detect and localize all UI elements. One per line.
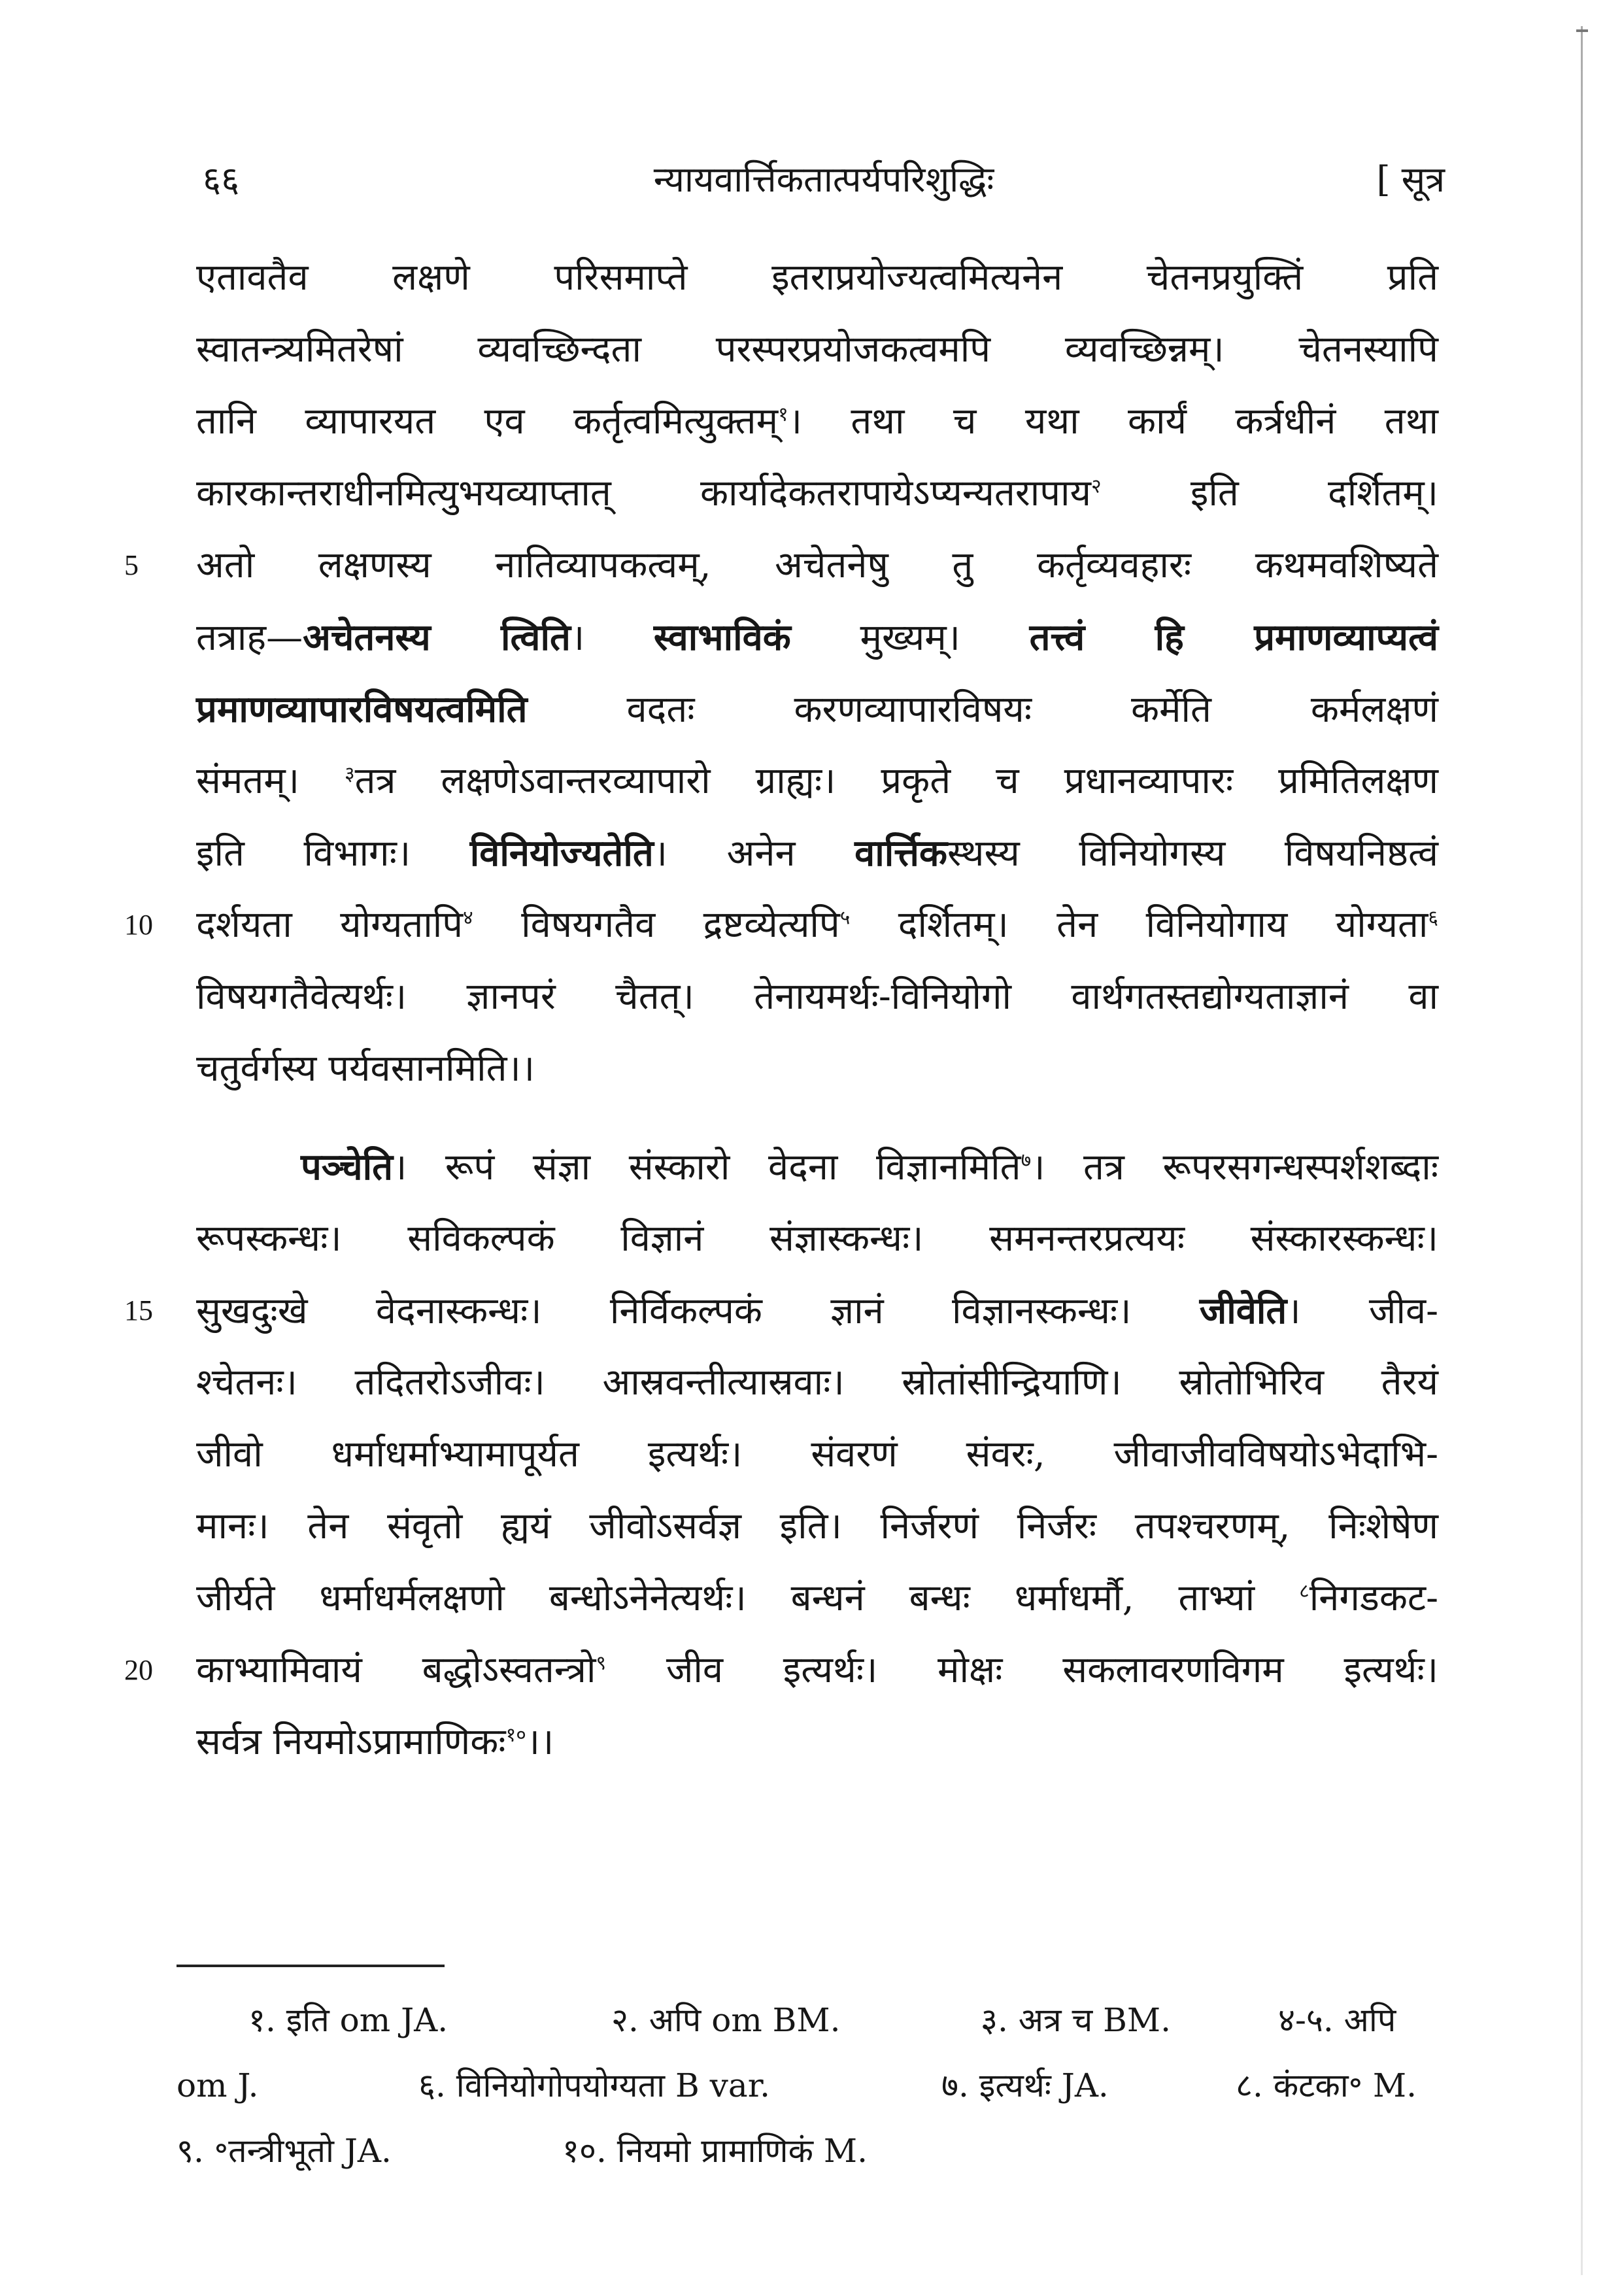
text-segment: वदतः करणव्यापारविषयः कर्मेति कर्मलक्षणं [527,688,1438,731]
bold-term: पञ्चेति [301,1145,394,1189]
footnote-marker: ७ [1021,1149,1032,1172]
text-segment: एतावतैव लक्षणे परिसमाप्ते इतराप्रयोज्यत्वमित्यनेन चेतनप्रयुक्तिं प्रति [196,256,1438,299]
text-segment: कारकान्तराधीनमित्युभयव्याप्तात् कार्यादेकतरापायेऽप्यन्यतरापाय [196,472,1092,515]
text-segment: स्वातन्त्र्यमितरेषां व्यवच्छिन्दता परस्परप्रयोजकत्वमपि व्यवच्छिन्नम्। चेतनस्यापि [196,328,1438,371]
running-header [203,147,1445,206]
text-line [196,1491,1438,1562]
bold-term: विनियोज्यतेति [469,832,654,875]
text-line [196,1706,1438,1778]
text-segment: मुख्यम्। [790,616,1030,659]
text-segment: अतो लक्षणस्य नातिव्यापकत्वम्, अचेतनेषु तु कर्तृव्यवहारः कथमवशिष्यते [196,544,1438,586]
footnote: १०. नियमो प्रामाणिकं M. [562,2132,868,2170]
footnote-rule [177,1965,445,1967]
text-line [196,242,1438,314]
text-segment: दर्शितम्। तेन विनियोगाय योग्यता [850,903,1428,946]
text-segment: जीवो धर्माधर्माभ्यामापूर्यत इत्यर्थः। संवरणं संवरः, जीवाजीवविषयोऽभेदाभि- [196,1433,1438,1476]
line-number: 10 [124,909,153,941]
text-segment: विषयगतैवेत्यर्थः। ज्ञानपरं चैतत्। तेनायमर्थः-विनियोगो वार्थगतस्तद्योग्यताज्ञानं वा [196,975,1438,1018]
footnote-marker: १० [505,1723,526,1747]
text-segment: ।। [526,1721,554,1763]
main-text [124,242,1439,1778]
text-line [196,1131,1438,1203]
footnote: om J. [177,2067,259,2104]
bold-term: स्वाभाविकं [653,616,791,659]
bold-term: वार्त्तिक [854,832,948,875]
scan-tick [1576,29,1588,32]
text-segment: श्चेतनः। तदितरोऽजीवः। आस्रवन्तीत्यास्रवाः। स्रोतांसीन्द्रियाणि। स्रोतोभिरिव तैरयं [196,1361,1438,1404]
footnote: ६. विनियोगोपयोग्यता B var. [418,2067,771,2104]
text-line [196,601,1438,673]
footnote-marker: १ [778,403,788,426]
text-segment: स्थस्य विनियोगस्य विषयनिष्ठत्वं [947,832,1438,875]
line-number: 5 [124,549,139,581]
text-segment: जीव इत्यर्थः। मोक्षः सकलावरणविगम इत्यर्थः। [606,1649,1438,1691]
footnote-marker: ६ [1428,906,1438,930]
text-line [196,1347,1438,1419]
footnote-row [177,1987,1451,2053]
page-number: ६६ [203,159,240,200]
text-line [196,1419,1438,1491]
text-segment: । रूपं संज्ञा संस्कारो वेदना विज्ञानमिति [393,1146,1021,1189]
line-number: 20 [124,1654,153,1686]
footnote: ३. अत्र च BM. [981,2001,1171,2039]
line-number: 15 [124,1294,153,1326]
footnote-marker: २ [1091,475,1102,498]
footnote-marker: ३ [344,762,355,786]
text-segment: । तथा च यथा कार्यं कर्त्रधीनं तथा [788,400,1438,443]
text-line [196,745,1438,817]
bold-term: जीवेति [1199,1289,1287,1332]
footnote-marker: ९ [596,1651,607,1675]
footnote: १. इति om JA. [248,2001,448,2039]
text-segment: तत्र लक्षणेऽवान्तरव्यापारो ग्राह्यः। प्रकृते च प्रधानव्यापारः प्रमितिलक्षण [354,760,1439,802]
bold-term: अचेतनस्य त्विति [303,616,571,659]
text-line [124,889,1438,961]
text-segment: विषयगतैव द्रष्टव्येत्यपि [473,903,840,946]
page-title: न्यायवार्त्तिकतात्पर्यपरिशुद्धिः [653,159,994,200]
text-segment: चतुर्वर्गस्य पर्यवसानमिति।। [196,1047,535,1090]
bold-term: तत्त्वं हि प्रमाणव्याप्यत्वं [1029,616,1438,659]
text-segment: सुखदुःखे वेदनास्कन्धः। निर्विकल्पकं ज्ञानं विज्ञानस्कन्धः। [196,1290,1200,1332]
text-segment: । तत्र रूपरसगन्धस्पर्शशब्दाः [1031,1146,1439,1189]
text-segment: निगडकट- [1309,1577,1438,1619]
text-segment: । [570,616,654,659]
text-line [124,530,1438,601]
scan-edge [1581,26,1583,2275]
bold-term: प्रमाणव्यापारविषयत्वमिति [196,688,528,731]
text-line [196,961,1438,1033]
text-line [196,673,1438,745]
footnote: ४-५. अपि [1278,2001,1396,2039]
text-line [196,817,1438,889]
footnote: ७. इत्यर्थः JA. [941,2067,1109,2104]
footnote: २. अपि om BM. [611,2001,841,2039]
footnote-row [177,2118,1451,2184]
text-line [196,1562,1438,1634]
text-segment: तानि व्यापारयत एव कर्तृत्वमित्युक्तम् [196,400,779,443]
text-line [196,1203,1438,1275]
text-segment: मानः। तेन संवृतो ह्ययं जीवोऽसर्वज्ञ इति। निर्जरणं निर्जरः तपश्चरणम्, निःशेषेण [196,1505,1438,1547]
text-segment: रूपस्कन्धः। सविकल्पकं विज्ञानं संज्ञास्कन्धः। समनन्तरप्रत्ययः संस्कारस्कन्धः। [196,1217,1438,1260]
text-segment: दर्शयता योग्यतापि [196,903,464,946]
footnotes [177,1987,1451,2184]
text-line [196,458,1438,530]
text-segment: सर्वत्र नियमोऽप्रामाणिकः [196,1721,506,1763]
text-segment: इति दर्शितम्। [1101,472,1438,515]
text-line [196,386,1438,458]
section-label: [ सूत्र [1376,159,1445,200]
footnote-marker: ८ [1299,1579,1309,1603]
text-line [196,1033,1438,1105]
text-line [124,1634,1438,1706]
text-segment: काभ्यामिवायं बद्धोऽस्वतन्त्रो [196,1649,596,1691]
text-line [124,1275,1439,1347]
text-segment: संमतम्। [196,760,345,802]
footnote: ८. कंटका॰ M. [1236,2067,1417,2104]
text-segment: । जीव- [1287,1290,1439,1332]
text-segment: तत्राह— [196,616,303,659]
text-line [196,314,1438,386]
footnote: ९. ॰तन्त्रीभूतो JA. [177,2132,392,2170]
text-segment: इति विभागः। [196,832,470,875]
footnote-marker: ४ [463,906,473,930]
footnote-marker: ५ [839,906,851,930]
footnote-row [177,2053,1451,2118]
text-segment: । अनेन [653,832,855,875]
text-segment: जीर्यते धर्माधर्मलक्षणो बन्धोऽनेनेत्यर्थः। बन्धनं बन्धः धर्माधर्मौ, ताभ्यां [196,1577,1300,1619]
